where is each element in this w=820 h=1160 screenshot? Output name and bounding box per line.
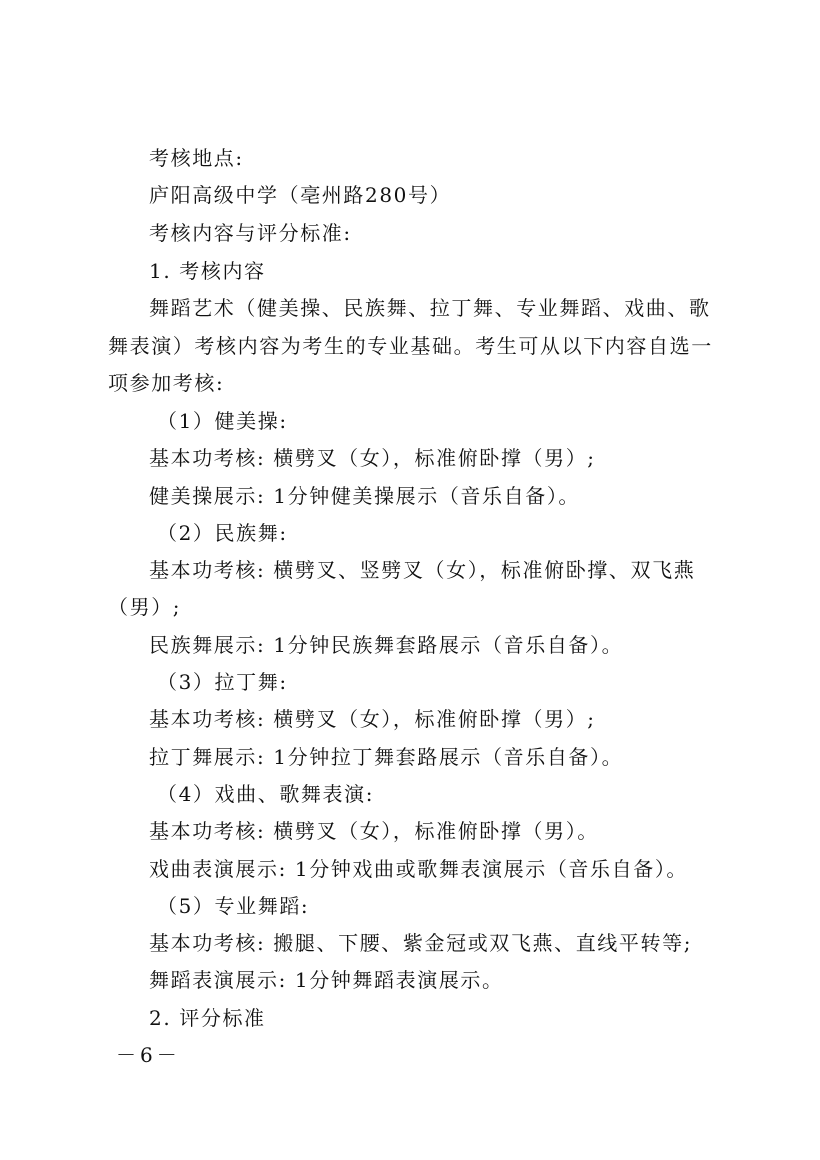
line-paragraph-1: 舞蹈艺术（健美操、民族舞、拉丁舞、专业舞蹈、戏曲、歌 <box>149 296 711 320</box>
line-location-value: 庐阳高级中学（亳州路280号） <box>149 183 452 207</box>
line-section-1: 1. 考核内容 <box>149 259 266 283</box>
line-item-5-basic: 基本功考核: 搬腿、下腰、紫金冠或双飞燕、直线平转等; <box>149 931 693 955</box>
line-item-4-show: 戏曲表演展示: 1分钟戏曲或歌舞表演展示（音乐自备）。 <box>149 857 689 881</box>
line-item-3-heading: （3）拉丁舞: <box>157 670 288 694</box>
line-paragraph-3: 项参加考核: <box>108 371 225 395</box>
line-item-4-basic: 基本功考核: 横劈叉（女），标准俯卧撑（男）。 <box>149 819 599 843</box>
page-number: －6－ <box>116 1043 181 1067</box>
line-location-label: 考核地点: <box>149 146 244 170</box>
line-section-2: 2. 评分标准 <box>149 1006 266 1030</box>
line-item-1-show: 健美操展示: 1分钟健美操展示（音乐自备）。 <box>149 484 581 508</box>
line-paragraph-2: 舞表演）考核内容为考生的专业基础。考生可从以下内容自选一 <box>108 334 713 358</box>
line-item-5-show: 舞蹈表演展示: 1分钟舞蹈表演展示。 <box>149 968 504 992</box>
line-item-2-show: 民族舞展示: 1分钟民族舞套路展示（音乐自备）。 <box>149 633 624 657</box>
line-item-1-basic: 基本功考核: 横劈叉（女），标准俯卧撑（男）; <box>149 446 596 470</box>
line-item-3-basic: 基本功考核: 横劈叉（女），标准俯卧撑（男）; <box>149 707 596 731</box>
line-content-heading: 考核内容与评分标准: <box>149 221 352 245</box>
line-item-2-basic: 基本功考核: 横劈叉、竖劈叉（女），标准俯卧撑、双飞燕 <box>149 558 696 582</box>
line-item-1-heading: （1）健美操: <box>157 409 288 433</box>
line-item-5-heading: （5）专业舞蹈: <box>157 894 310 918</box>
line-item-4-heading: （4）戏曲、歌舞表演: <box>157 782 375 806</box>
line-item-2-heading: （2）民族舞: <box>157 521 288 545</box>
line-item-3-show: 拉丁舞展示: 1分钟拉丁舞套路展示（音乐自备）。 <box>149 745 624 769</box>
line-item-2-basic-cont: （男）; <box>108 595 182 619</box>
